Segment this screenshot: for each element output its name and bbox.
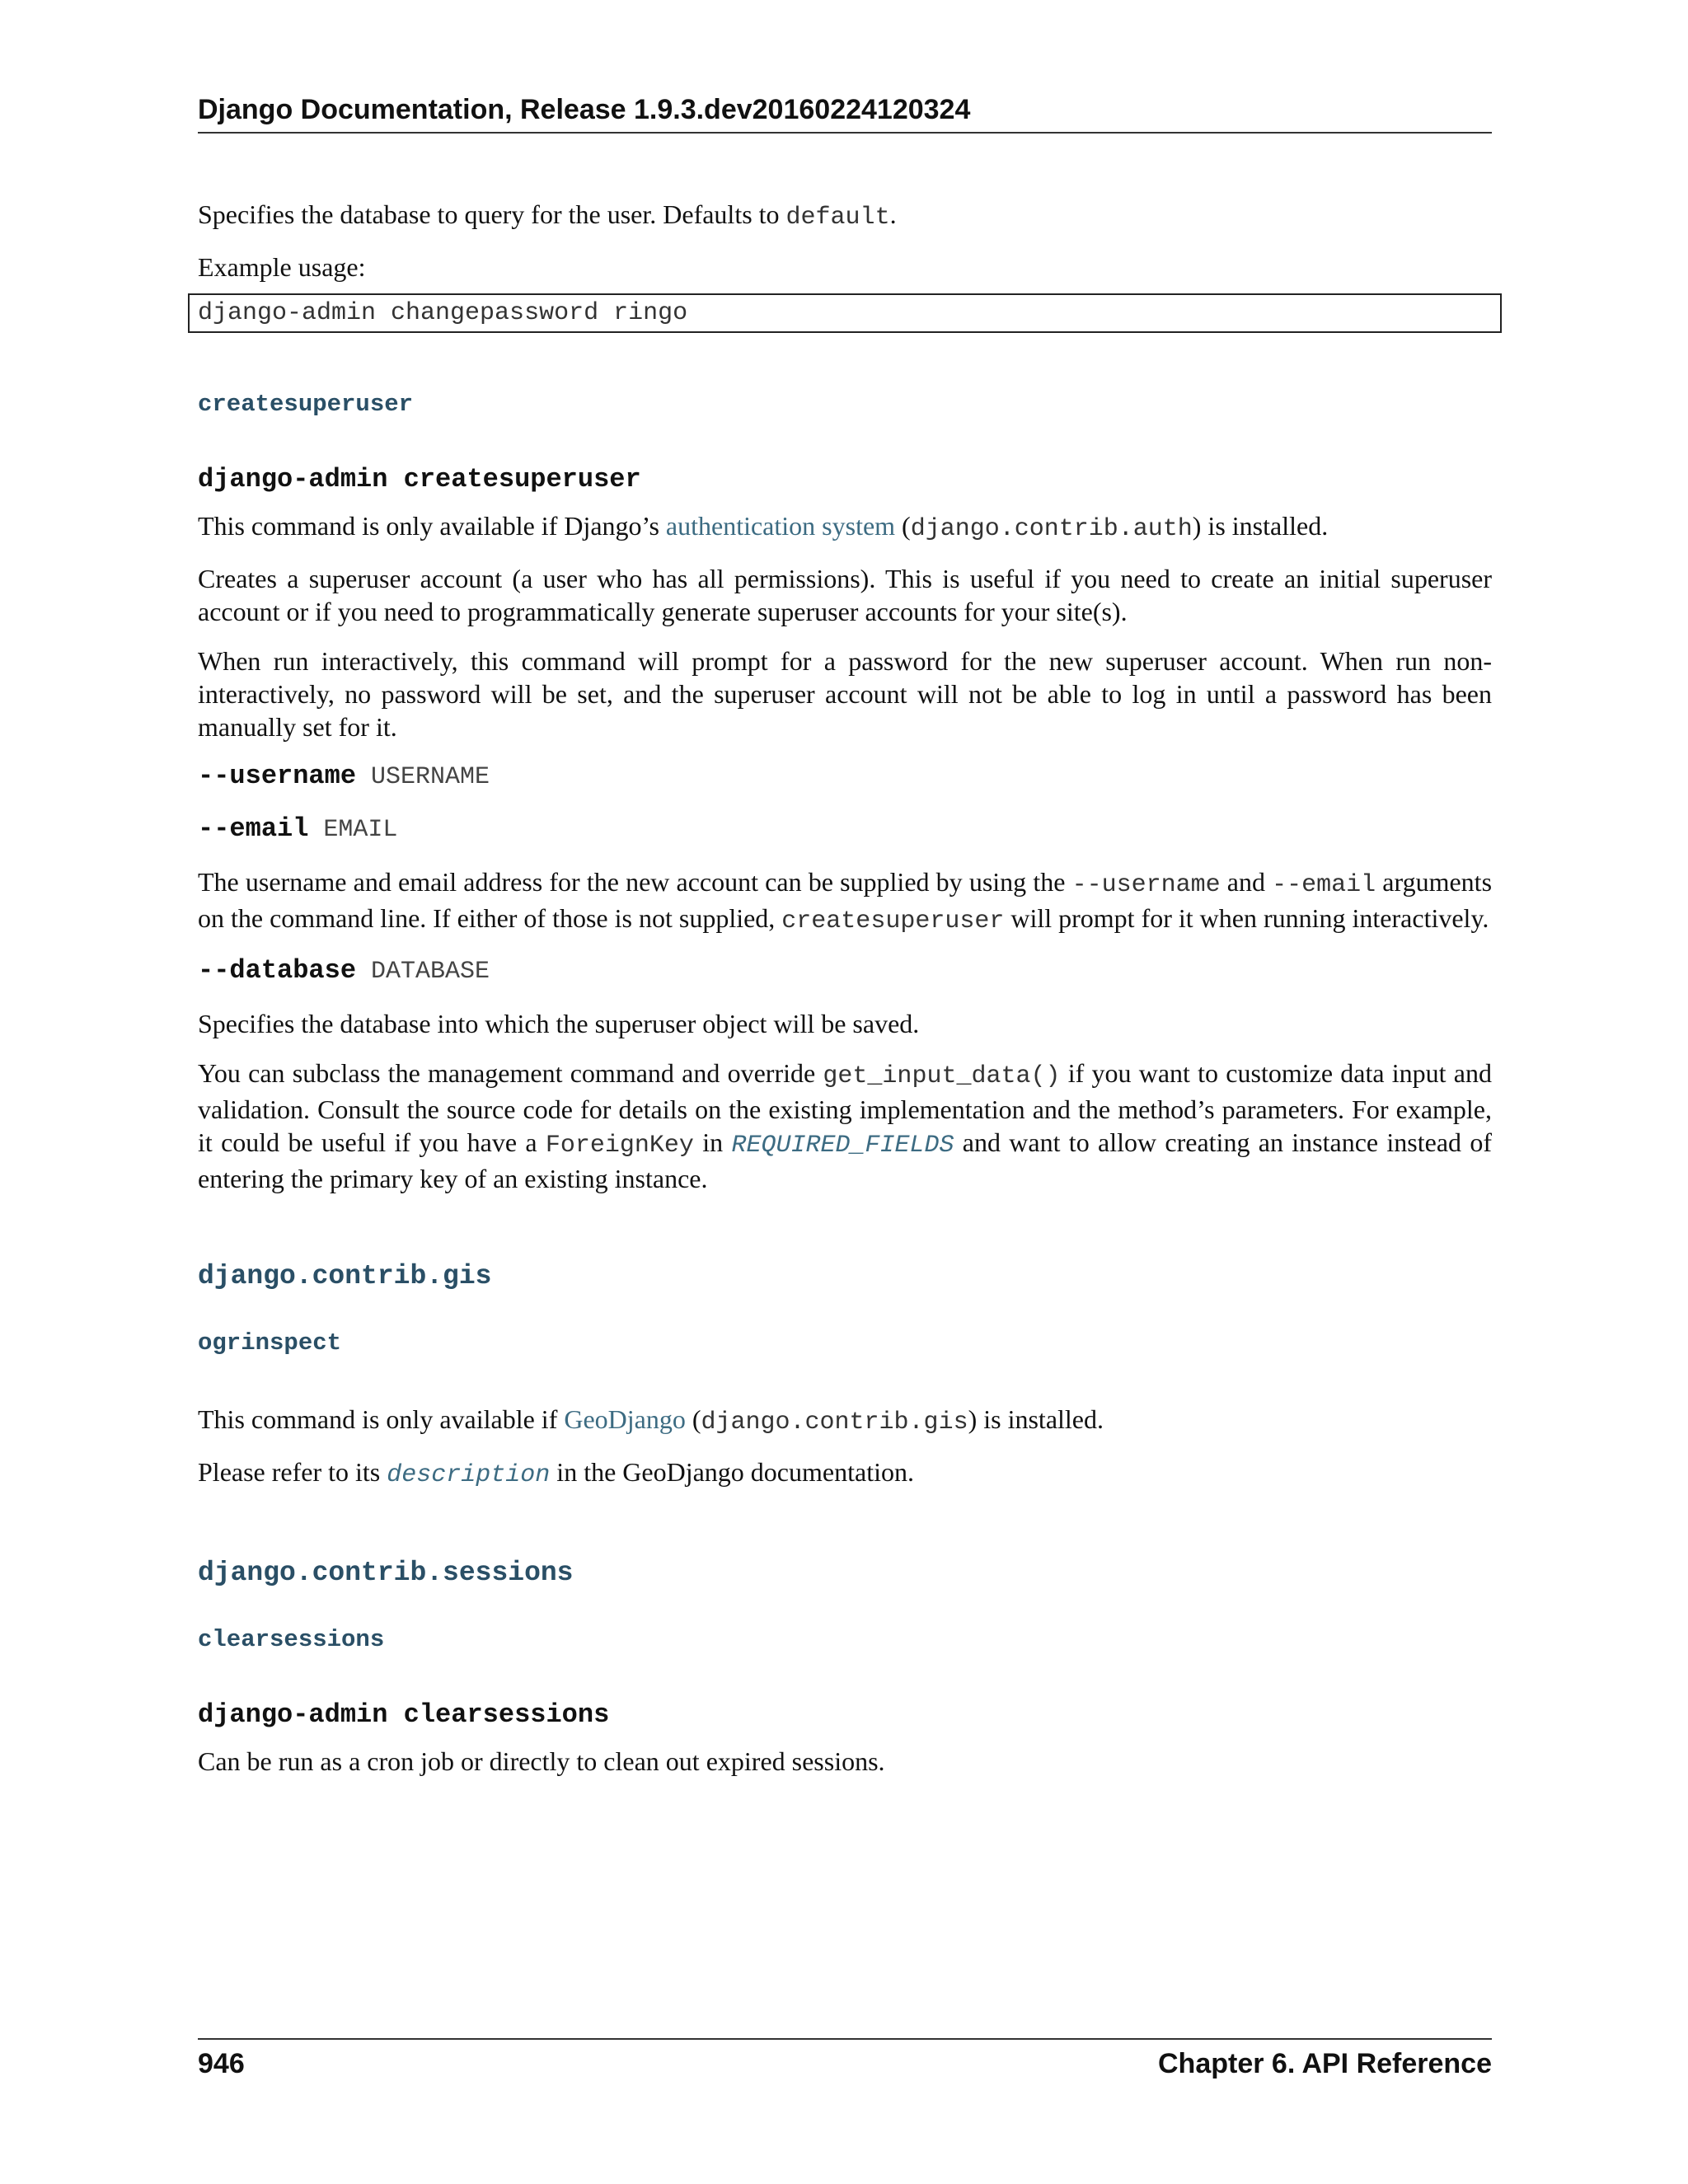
gis-availability: This command is only available if GeoDjango (django.contrib.gis) is installed.: [198, 1404, 1104, 1436]
authentication-system-link[interactable]: authentication system: [665, 511, 896, 541]
description-link[interactable]: description: [387, 1461, 551, 1489]
createsuperuser-para-5: You can subclass the management command and override get_input_data() if you want to customize data input and validation. Consult the source code for details on the existing implementation and the method’s parameters. For example, it could be useful if you have a ForeignKey in REQUIRED_FIELDS and want to allow creating an instance instead of entering the primary key of an existing instance.: [198, 1058, 1493, 1193]
example-code-block: django-admin changepassword ringo: [188, 293, 1502, 333]
clearsessions-paragraph: Can be run as a cron job or directly to clean out expired sessions.: [198, 1746, 885, 1776]
createsuperuser-availability: This command is only available if Django’s authentication system (django.contrib.auth) is installed.: [198, 511, 1329, 543]
geodjango-link[interactable]: GeoDjango: [564, 1404, 686, 1434]
database-default-paragraph: Specifies the database to query for the user. Defaults to default.: [198, 199, 897, 232]
subsection-heading-ogrinspect[interactable]: ogrinspect: [198, 1329, 342, 1357]
section-heading-sessions[interactable]: django.contrib.sessions: [198, 1558, 574, 1588]
page-header: [198, 91, 1492, 134]
section-heading-gis[interactable]: django.contrib.gis: [198, 1261, 492, 1291]
option-email: --email EMAIL: [198, 813, 398, 844]
page-body: [198, 198, 1492, 1778]
gis-module-literal: django.contrib.gis: [701, 1408, 968, 1436]
subsection-heading-clearsessions[interactable]: clearsessions: [198, 1626, 385, 1653]
createsuperuser-para-2: When run interactively, this command will prompt for a password for the new superuser account. When run non-interactively, no password will be set, and the superuser account will not be able to log in until a password has been manually set for it.: [198, 646, 1492, 742]
option-database: --database DATABASE: [198, 955, 490, 986]
default-literal: default: [785, 204, 890, 232]
createsuperuser-para-4: Specifies the database into which the superuser object will be saved.: [198, 1009, 920, 1038]
command-signature-createsuperuser: django-admin createsuperuser: [198, 464, 641, 494]
page-footer: [198, 2038, 1492, 2089]
required-fields-link[interactable]: REQUIRED_FIELDS: [731, 1132, 954, 1160]
section-heading-createsuperuser[interactable]: createsuperuser: [198, 391, 414, 418]
gis-refer-paragraph: Please refer to its description in the GeoDjango documentation.: [198, 1457, 914, 1489]
example-usage-label: Example usage:: [198, 252, 366, 282]
createsuperuser-para-1: Creates a superuser account (a user who has all permissions). This is useful if you need to create an initial superuser account or if you need to programmatically generate superuser accounts for your site(s).: [198, 564, 1492, 626]
auth-module-literal: django.contrib.auth: [910, 515, 1193, 543]
command-signature-clearsessions: django-admin clearsessions: [198, 1699, 610, 1730]
chapter-title: Chapter 6. API Reference: [1158, 2048, 1492, 2079]
page-number: 946: [198, 2048, 245, 2079]
option-username: --username USERNAME: [198, 761, 490, 791]
header-title: Django Documentation, Release 1.9.3.dev20160224120324: [198, 94, 971, 125]
document-page: [198, 0, 1492, 2184]
createsuperuser-para-3: The username and email address for the new account can be supplied by using the --username and --email arguments on the command line. If either of those is not supplied, createsuperuser will prompt for it when running interactively.: [198, 867, 1493, 935]
